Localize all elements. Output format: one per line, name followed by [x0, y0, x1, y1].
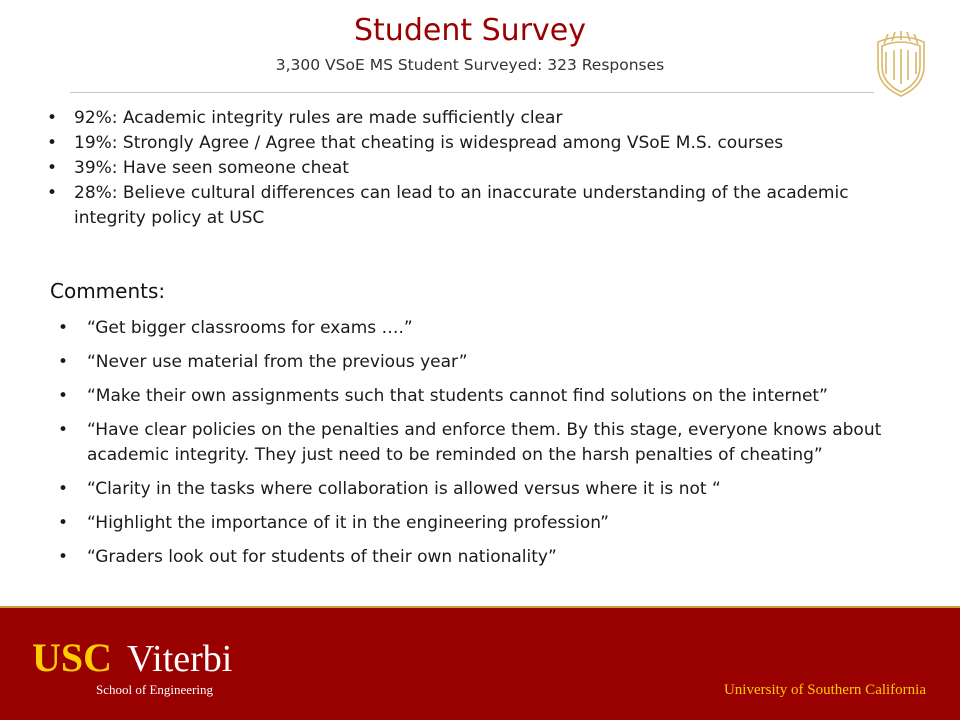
bullet: •	[58, 547, 69, 567]
comment-text: “Graders look out for students of their own nationality”	[87, 547, 557, 567]
bullet: •	[58, 513, 69, 533]
list-item	[55, 545, 935, 570]
viterbi-logo: Viterbi	[127, 638, 233, 680]
stat-text: 39%: Have seen someone cheat	[74, 158, 349, 178]
list-item	[55, 316, 935, 341]
slide-title: Student Survey	[354, 13, 586, 48]
bullet: •	[58, 420, 69, 440]
bullet: •	[47, 108, 58, 128]
comment-text: “Get bigger classrooms for exams ….”	[87, 318, 413, 338]
stat-text: 92%: Academic integrity rules are made sufficiently clear	[74, 108, 563, 128]
university-wordmark: University of Southern California	[723, 682, 926, 698]
comment-text: “Have clear policies on the penalties and enforce them. By this stage, everyone knows about academic integrity. They just need to be reminded on the harsh penalties of cheating”	[87, 420, 882, 465]
list-item	[55, 511, 935, 536]
comments-heading: Comments:	[50, 279, 166, 303]
slide-subtitle: 3,300 VSoE MS Student Surveyed: 323 Responses	[275, 56, 665, 74]
list-item	[44, 156, 904, 181]
stats-list	[44, 106, 904, 231]
comment-text: “Make their own assignments such that students cannot find solutions on the internet”	[87, 386, 828, 406]
bullet: •	[47, 158, 58, 178]
school-of-engineering-label: School of Engineering	[96, 682, 213, 697]
stat-text: 28%: Believe cultural differences can lead to an inaccurate understanding of the academic integrity policy at USC	[74, 183, 849, 228]
comment-text: “Clarity in the tasks where collaboration is allowed versus where it is not “	[87, 479, 721, 499]
list-item	[55, 384, 935, 409]
usc-seal-icon	[872, 30, 930, 98]
comment-text: “Never use material from the previous year”	[87, 352, 468, 372]
usc-logo: USC	[32, 635, 113, 680]
stat-text: 19%: Strongly Agree / Agree that cheating is widespread among VSoE M.S. courses	[74, 133, 784, 153]
footer-bar	[0, 606, 960, 720]
list-item	[55, 418, 935, 468]
list-item	[44, 131, 904, 156]
bullet: •	[58, 318, 69, 338]
header-divider	[70, 92, 874, 93]
bullet: •	[47, 183, 58, 203]
list-item	[44, 106, 904, 131]
bullet: •	[58, 479, 69, 499]
bullet: •	[47, 133, 58, 153]
comment-text: “Highlight the importance of it in the engineering profession”	[87, 513, 609, 533]
list-item	[55, 350, 935, 375]
list-item	[55, 477, 935, 502]
list-item	[44, 181, 904, 231]
bullet: •	[58, 386, 69, 406]
comments-list	[55, 316, 935, 579]
footer-accent-line	[0, 606, 960, 608]
bullet: •	[58, 352, 69, 372]
